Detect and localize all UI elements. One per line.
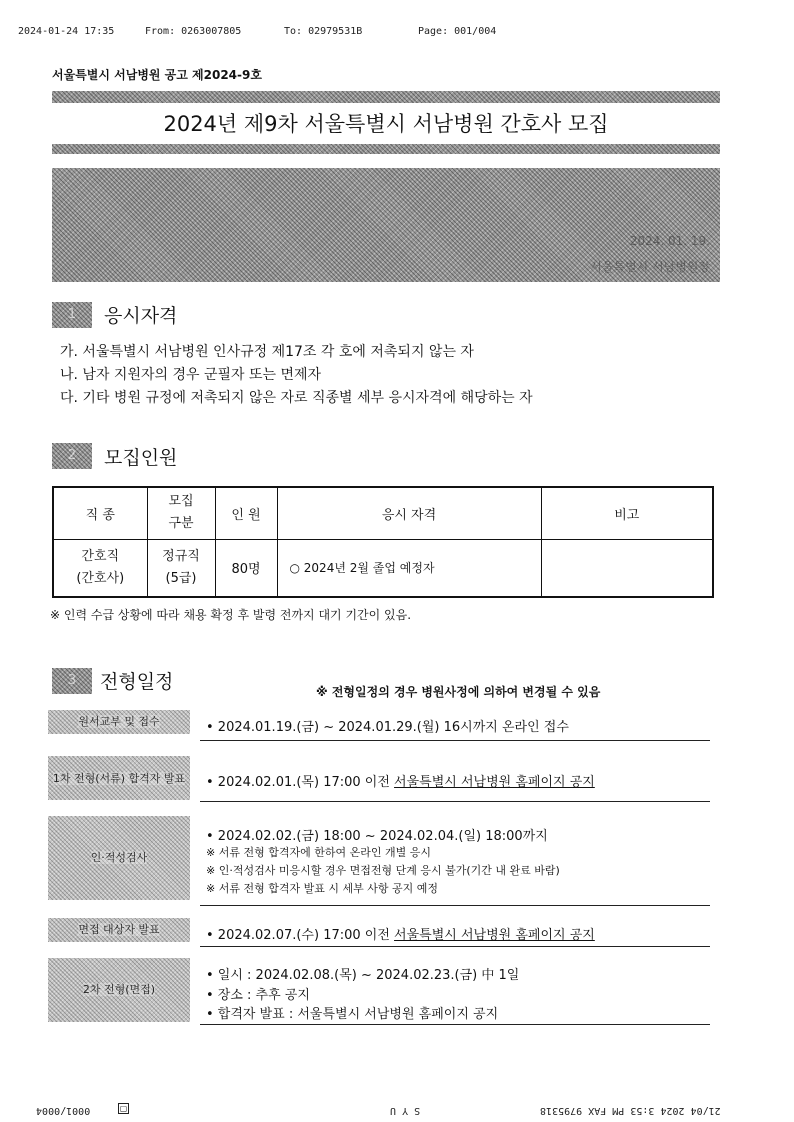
schedule-label-text: 원서교부 및 접수 [78,715,160,728]
header-job: 직 종 [53,487,147,539]
intro-date: 2024. 01. 19. [629,234,710,248]
homepage-notice: 서울특별시 서남병원 홈페이지 공지 [394,928,595,943]
qualification-item: 다. 기타 병원 규정에 저촉되지 않은 자로 직종별 세부 응시자격에 해당하는 자 [60,390,533,406]
schedule-note: ※ 전형일정의 경우 병원사정에 의하여 변경될 수 있음 [316,685,601,699]
homepage-notice: 서울특별시 서남병원 홈페이지 공지 [394,775,595,790]
schedule-text: ※ 인·적성검사 미응시할 경우 면접전형 단계 응시 불가(기간 내 완료 바람) [206,864,560,877]
schedule-label-text: 면접 대상자 발표 [78,923,160,936]
header-type-line1: 모집 [168,494,194,510]
section2-number: 2 [67,448,77,463]
intro-box [52,168,720,282]
schedule-text [206,771,595,790]
header-count: 인 원 [215,487,277,539]
cell-type [147,539,215,597]
cell-job-line2: (간호사) [76,570,125,586]
schedule-divider [200,946,710,947]
schedule-divider [200,1024,710,1025]
header-type-line2: 구분 [168,516,194,532]
title-top-bar [52,91,720,103]
section1-number: 1 [67,307,77,322]
schedule-text [206,924,595,943]
schedule-text: • 2024.02.02.(금) 18:00 ~ 2024.02.04.(일) 18:00까지 [206,829,548,844]
schedule-text: • 장소 : 추후 공지 [206,988,310,1003]
schedule-divider [200,801,710,802]
header-note: 비고 [541,487,713,539]
table-header-row [53,487,713,539]
schedule-label-text: 2차 전형(면접) [82,983,156,996]
title-bottom-bar [52,144,720,154]
schedule-text: • 일시 : 2024.02.08.(목) ~ 2024.02.23.(금) 中 1일 [206,968,520,983]
header-qualification: 응시 자격 [277,487,541,539]
schedule-label-text: 인·적성검사 [90,851,148,864]
fax-footer-mark-icon: ▢ [119,1104,128,1113]
schedule-text-prefix: • 2024.02.01.(목) 17:00 이전 [206,775,395,790]
schedule-label [48,710,190,734]
qualification-item: 나. 남자 지원자의 경우 군필자 또는 면제자 [60,367,322,383]
schedule-label [48,756,190,800]
schedule-label-text: 1차 전형(서류) 합격자 발표 [52,772,186,785]
header-type [147,487,215,539]
section3-number-box [52,668,92,694]
fax-page: Page: 001/004 [418,26,497,37]
fax-to: To: 02979531B [284,26,363,37]
section2-title: 모집인원 [104,447,178,469]
schedule-divider [200,905,710,906]
intro-signature: 서울특별시 서남병원장 [590,260,710,274]
cell-type-line1: 정규직 [162,548,200,564]
table-row [53,539,713,597]
cell-count: 80명 [215,539,277,597]
table-footnote: ※ 인력 수급 상황에 따라 채용 확정 후 발령 전까지 대기 기간이 있음. [50,608,412,622]
schedule-text-prefix: • 2024.02.07.(수) 17:00 이전 [206,928,395,943]
schedule-text: ※ 서류 전형 합격자 발표 시 세부 사항 공지 예정 [206,882,438,895]
section2-number-box [52,443,92,469]
schedule-text: • 2024.01.19.(금) ~ 2024.01.29.(월) 16시까지 온라인 접수 [206,720,569,735]
section3-number: 3 [67,673,77,688]
section3-title: 전형일정 [100,671,174,693]
cell-job-line1: 간호직 [81,548,120,564]
notice-number: 서울특별시 서남병원 공고 제2024-9호 [52,68,262,82]
fax-footer-page: 0001/0004 [36,1105,91,1116]
cell-type-line2: (5급) [165,570,197,586]
section1-number-box [52,302,92,328]
page-title: 2024년 제9차 서울특별시 서남병원 간호사 모집 [163,112,609,136]
recruitment-table [52,486,714,598]
schedule-divider [200,740,710,741]
schedule-text: • 합격자 발표 : 서울특별시 서남병원 홈페이지 공지 [206,1007,499,1022]
fax-footer-mid: S Y U [390,1105,421,1116]
fax-footer-transmission: 21/04 2024 3:53 PM FAX 9795318 [540,1105,721,1116]
schedule-text: ※ 서류 전형 합격자에 한하여 온라인 개별 응시 [206,846,431,859]
cell-job [53,539,147,597]
schedule-label [48,816,190,900]
schedule-label [48,918,190,942]
fax-from: From: 0263007805 [145,26,242,37]
qualification-item: 가. 서울특별시 서남병원 인사규정 제17조 각 호에 저촉되지 않는 자 [60,344,474,360]
schedule-label [48,958,190,1022]
fax-datetime: 2024-01-24 17:35 [18,26,115,37]
cell-qualification: ○ 2024년 2월 졸업 예정자 [277,539,541,597]
section1-title: 응시자격 [104,305,178,327]
cell-note [541,539,713,597]
